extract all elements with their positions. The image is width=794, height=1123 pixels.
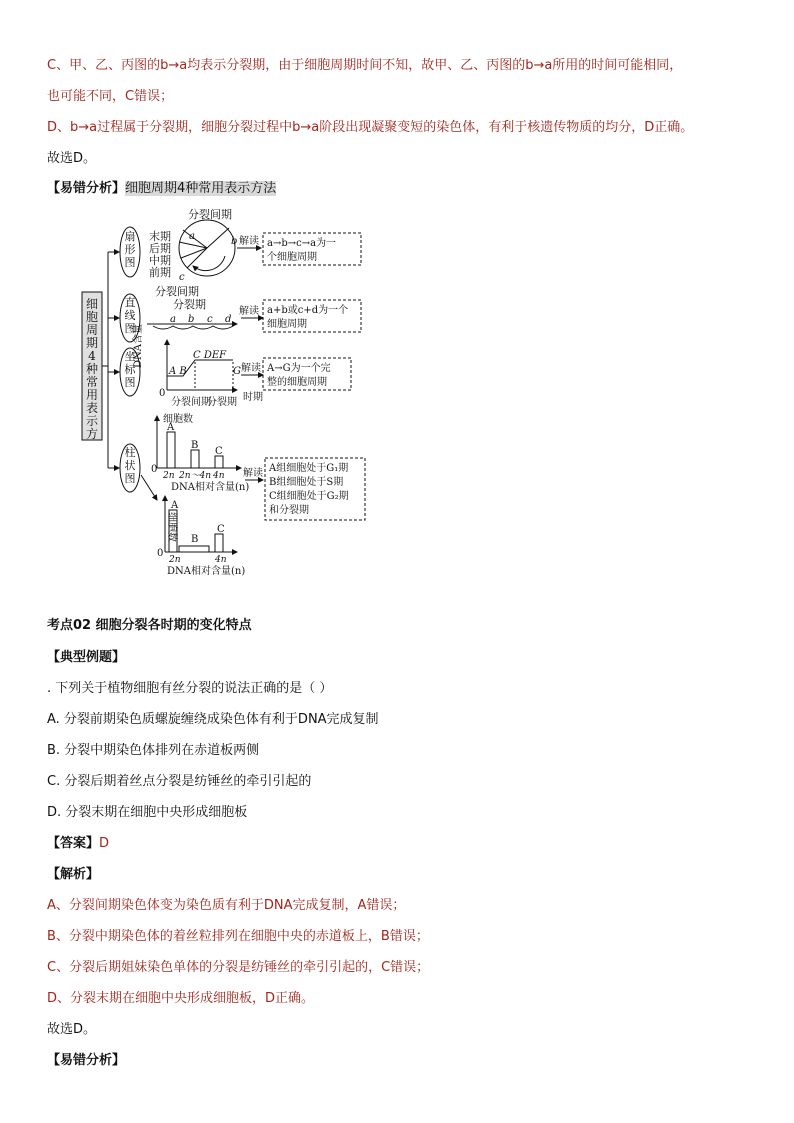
bar-explanation-2: C组细胞处于G₂期 (269, 491, 349, 502)
bar1-bar-b (191, 450, 199, 468)
answer-bracket: 【答案】 (47, 836, 100, 851)
bar2-y-axis: 细胞数 (166, 512, 177, 542)
option-c: C. 分裂后期着丝点分裂是纺锤丝的牵引引起的 (47, 774, 312, 789)
coord-points-upper: C DEF (193, 350, 227, 361)
bar2-bar-b (179, 546, 209, 552)
bar2-label-c: C (217, 524, 225, 535)
error-analysis-heading (47, 179, 276, 199)
error-analysis-heading-2: 【易错分析】 (47, 1053, 126, 1068)
bar2-label-a: A (171, 500, 179, 511)
bar1-label-a: A (167, 422, 175, 433)
bar-explanation-1: B组细胞处于S期 (269, 477, 344, 488)
line-mitosis-label: 分裂期 (173, 298, 206, 311)
explanation-line-d: D、b→a过程属于分裂期，细胞分裂过程中b→a阶段出现凝聚变短的染色体，有利于核遗传物质的均分，D正确。 (47, 120, 694, 135)
typical-example-heading: 【典型例题】 (47, 650, 126, 665)
svg-text:坐标图: 坐标图 (124, 350, 136, 389)
answer-line (47, 834, 109, 854)
bar1-tick-1: 2n～4n (179, 471, 212, 481)
sector-phase-2: 中期 (149, 254, 171, 267)
coord-point-g: G (233, 366, 241, 377)
sector-explanation-0: a→b→c→a为一 (267, 238, 337, 249)
coord-explanation-1: 整的细胞周期 (267, 377, 327, 388)
question-stem: . 下列关于植物细胞有丝分裂的说法正确的是（ ） (47, 681, 333, 696)
sector-point-a: a (189, 231, 195, 242)
error-analysis-bracket: 【易错分析】 (47, 181, 126, 196)
svg-text:直线图: 直线图 (124, 296, 136, 335)
section-title: 考点02 细胞分裂各时期的变化特点 (47, 618, 252, 633)
sector-interphase-label: 分裂间期 (188, 208, 232, 221)
sector-point-c: c (179, 272, 185, 283)
option-b: B. 分裂中期染色体排列在赤道板两侧 (47, 743, 260, 758)
sector-phase-3: 前期 (149, 266, 171, 279)
bar1-tick-0: 2n (163, 471, 175, 481)
bar1-origin: 0 (151, 464, 158, 475)
analysis-heading: 【解析】 (47, 867, 100, 882)
line-explanation-1: 细胞周期 (267, 319, 307, 330)
coord-y-axis: DNA含量 (133, 324, 144, 368)
coord-interphase-label: 分裂间期 (171, 397, 211, 408)
coord-mitosis-label: 分裂期 (207, 397, 237, 408)
bar2-tick-0: 2n (169, 555, 181, 565)
bar-explanation-3: 和分裂期 (269, 505, 309, 516)
line-explanation-0: a+b或c+d为一个 (267, 305, 349, 316)
bar-explanation-0: A组细胞处于G₁期 (269, 463, 349, 474)
explanation-line-c1: C、甲、乙、丙图的b→a均表示分裂期，由于细胞周期时间不知，故甲、乙、丙图的b→a所用的时间可能相同， (47, 58, 683, 73)
option-d: D. 分裂末期在细胞中央形成细胞板 (47, 805, 248, 820)
line-point-d: d (225, 314, 232, 325)
bar1-tick-2: 4n (213, 471, 225, 481)
analysis-c: C、分裂后期姐妹染色单体的分裂是纺锤丝的牵引引起的，C错误； (47, 960, 430, 975)
conclusion-2: 故选D。 (47, 1022, 97, 1037)
svg-text:扇形图: 扇形图 (124, 230, 136, 269)
root-label: 细胞周期 4 种常用表示方 (85, 297, 99, 441)
line-point-c: c (207, 314, 213, 325)
sector-point-b: b (231, 236, 238, 247)
analysis-d: D、分裂末期在细胞中央形成细胞板，D正确。 (47, 991, 315, 1006)
error-analysis-title: 细胞周期4种常用表示方法 (125, 181, 277, 196)
bar2-x-axis: DNA相对含量(n) (167, 566, 246, 577)
bar1-bar-c (215, 456, 223, 468)
bar2-tick-1: 4n (215, 555, 227, 565)
sector-phase-1: 后期 (149, 242, 171, 255)
bar1-label-c: C (215, 446, 223, 457)
bar1-bar-a (167, 432, 175, 468)
coord-read-label: 解读 (241, 363, 261, 374)
cell-cycle-diagram (75, 200, 395, 580)
analysis-b: B、分裂中期染色体的着丝粒排列在细胞中央的赤道板上，B错误； (47, 929, 429, 944)
line-interphase-label: 分裂间期 (155, 285, 199, 298)
bar2-bar-c (215, 534, 223, 552)
option-a: A. 分裂前期染色质螺旋缠绕成染色体有利于DNA完成复制 (47, 712, 379, 727)
bar2-label-b: B (191, 534, 199, 545)
bar1-label-b: B (191, 440, 199, 451)
coord-origin: 0 (159, 388, 166, 399)
line-read-label: 解读 (239, 306, 259, 317)
sector-explanation-1: 个细胞周期 (267, 252, 317, 263)
conclusion-text: 故选D。 (47, 151, 97, 166)
line-point-b: b (188, 314, 195, 325)
answer-value: D (99, 836, 110, 851)
bar-read-label: 解读 (243, 468, 263, 479)
line-point-a: a (170, 314, 176, 325)
sector-phase-0: 末期 (149, 230, 171, 243)
bar2-origin: 0 (157, 548, 164, 559)
bar1-y-axis: 细胞数 (163, 414, 193, 425)
svg-text:柱状图: 柱状图 (124, 446, 136, 485)
explanation-line-c2: 也可能不同，C错误； (47, 89, 174, 104)
sector-read-label: 解读 (239, 236, 259, 247)
coord-points-lower: A B (169, 366, 187, 377)
analysis-a: A、分裂间期染色体变为染色质有利于DNA完成复制，A错误； (47, 898, 406, 913)
coord-x-axis: 时期 (243, 392, 263, 403)
bar1-x-axis: DNA相对含量(n) (171, 482, 250, 493)
coord-explanation-0: A→G为一个完 (267, 363, 331, 374)
